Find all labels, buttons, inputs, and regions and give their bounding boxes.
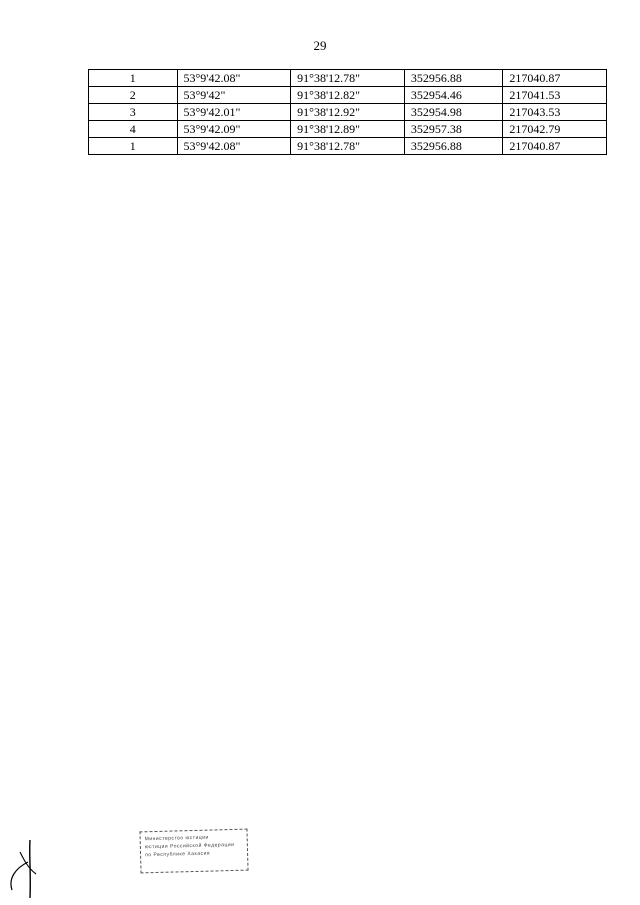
signature-mark (6, 838, 46, 900)
x-coordinate-cell: 352957.38 (404, 121, 503, 138)
stamp-line: юстиции Российской Федерации (144, 841, 235, 851)
latitude-cell: 53°9'42.09" (177, 121, 291, 138)
point-number: 1 (89, 138, 178, 155)
stamp-line: Министерство юстиции (144, 834, 209, 843)
y-coordinate-cell: 217042.79 (503, 121, 607, 138)
latitude-cell: 53°9'42.08" (177, 138, 291, 155)
y-coordinate-cell: 217041.53 (503, 87, 607, 104)
latitude-cell: 53°9'42" (177, 87, 291, 104)
table-row (89, 70, 607, 87)
table-row (89, 121, 607, 138)
latitude-cell: 53°9'42.08" (177, 70, 291, 87)
x-coordinate-cell: 352956.88 (404, 138, 503, 155)
coordinates-table (88, 69, 607, 155)
point-number: 4 (89, 121, 178, 138)
longitude-cell: 91°38'12.82" (291, 87, 405, 104)
official-stamp (139, 829, 248, 874)
longitude-cell: 91°38'12.89" (291, 121, 405, 138)
stamp-line: по Республике Хакасия (145, 850, 211, 859)
page-number: 29 (313, 38, 327, 53)
x-coordinate-cell: 352954.46 (404, 87, 503, 104)
latitude-cell: 53°9'42.01" (177, 104, 291, 121)
table-row (89, 104, 607, 121)
longitude-cell: 91°38'12.78" (291, 70, 405, 87)
y-coordinate-cell: 217040.87 (503, 70, 607, 87)
point-number: 1 (89, 70, 178, 87)
point-number: 2 (89, 87, 178, 104)
point-number: 3 (89, 104, 178, 121)
x-coordinate-cell: 352956.88 (404, 70, 503, 87)
table-row (89, 138, 607, 155)
x-coordinate-cell: 352954.98 (404, 104, 503, 121)
table-row (89, 87, 607, 104)
y-coordinate-cell: 217043.53 (503, 104, 607, 121)
longitude-cell: 91°38'12.78" (291, 138, 405, 155)
longitude-cell: 91°38'12.92" (291, 104, 405, 121)
y-coordinate-cell: 217040.87 (503, 138, 607, 155)
